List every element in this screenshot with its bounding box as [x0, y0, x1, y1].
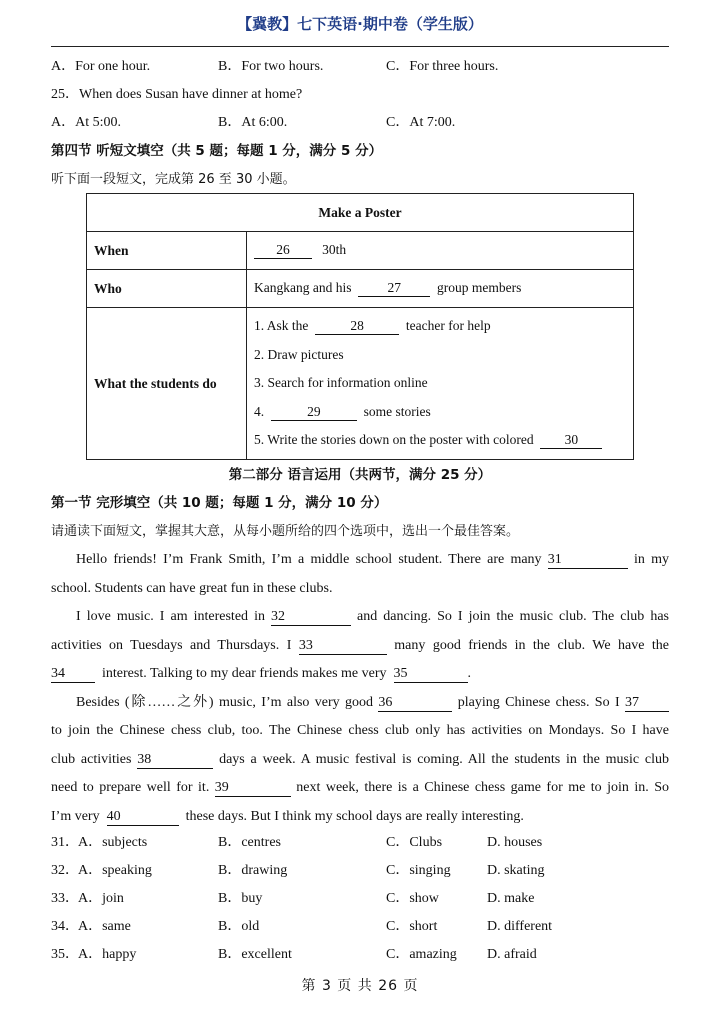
blank-35[interactable]: 35: [394, 666, 468, 683]
blank-37[interactable]: 37: [625, 695, 669, 712]
choice-a[interactable]: A．subjects: [78, 835, 148, 850]
blank-33[interactable]: 33: [299, 638, 387, 655]
q25-question: 25．When does Susan have dinner at home?: [51, 87, 303, 102]
choice-c[interactable]: C．singing: [386, 863, 451, 878]
poster-who-after: group members: [436, 280, 522, 295]
poster-item-2: 2. Draw pictures: [254, 346, 344, 362]
passage-line: Besides (除……之外) music, I’m also very good 36 playing Chinese chess. So I 37: [51, 694, 669, 723]
choice-b[interactable]: B．drawing: [218, 863, 288, 878]
passage-line: I’m very 40 these days. But I think my school days are really interesting.: [51, 808, 524, 824]
part2-instruction: 请通读下面短文，掌握其大意，从每小题所给的四个选项中，选出一个最佳答案。: [51, 524, 520, 539]
poster-item-3: 3. Search for information online: [254, 375, 428, 391]
poster-when-after: 30th: [322, 242, 347, 257]
choice-a[interactable]: A．same: [78, 919, 131, 934]
choice-d[interactable]: D. houses: [487, 835, 543, 850]
blank-34[interactable]: 34: [51, 666, 95, 683]
choice-a[interactable]: A．speaking: [78, 863, 152, 878]
choice-a[interactable]: A．join: [78, 891, 124, 906]
q24-option-a: A．For one hour.: [51, 59, 151, 74]
blank-32[interactable]: 32: [271, 609, 351, 626]
blank-36[interactable]: 36: [378, 695, 452, 712]
q25-option-b: B．At 6:00.: [218, 115, 288, 130]
poster-who-cell: [247, 270, 634, 308]
passage-line: to join the Chinese chess club, too. The Chinese chess club only has activities on Mondays. So I have: [51, 723, 669, 738]
poster-item-5: 5. Write the stories down on the poster with colored 30: [254, 426, 626, 455]
q25-option-a: A．At 5:00.: [51, 115, 121, 130]
blank-31[interactable]: 31: [548, 552, 628, 569]
choice-c[interactable]: C．short: [386, 919, 438, 934]
header-title: 【冀教】七下英语·期中卷（学生版）: [237, 15, 483, 33]
cloze-passage: [51, 551, 669, 836]
choice-d[interactable]: D. skating: [487, 863, 545, 878]
choice-a[interactable]: A．happy: [78, 947, 137, 962]
blank-40[interactable]: 40: [107, 809, 179, 826]
poster-table: [86, 193, 634, 460]
passage-line: need to prepare well for it. 39 next week, there is a Chinese chess game for me to join in. So: [51, 780, 669, 795]
q25-option-c: C．At 7:00.: [386, 115, 456, 130]
poster-what-label: What the students do: [87, 308, 247, 460]
passage-line: Hello friends! I’m Frank Smith, I’m a middle school student. There are many 31 in my: [76, 552, 670, 567]
blank-38[interactable]: 38: [137, 752, 213, 769]
poster-item-4: 4. 29 some stories: [254, 403, 431, 419]
choice-b[interactable]: B．excellent: [218, 947, 292, 962]
choice-b[interactable]: B．old: [218, 919, 260, 934]
choice-c[interactable]: C．show: [386, 891, 439, 906]
part2-title: 第二部分 语言运用（共两节，满分 25 分）: [228, 467, 492, 483]
choice-d[interactable]: D. make: [487, 891, 535, 906]
exam-page: 【冀教】七下英语·期中卷（学生版） A．For one hour. B．For two hours. C．For three hours. 25．When does Susan have dinner at home? A．At 5:00. B．At 6:00. C．At 7:00. 第四节 听短文填空（共 5 题；每题 1 分，满分 5 分） 听下面一段短文，完成第 26 至 30 小题。 Make a Poster When 26 30th Who Kangkang and his 27 group members What the students do 1. Ask the 28 teacher for help 2. Draw pictures 3. Search for information online 4. 29 some stories 5. Write the stories down on the poster with colored 30 第二部分 语言运用（共两节，满分 25 分） 第一节 完形填空（共 10 题；每题 1 分，满分 10 分） 请通读下面短文，掌握其大意，从每小题所给的四个选项中，选出一个最佳答案。 Hello friends! I’m Frank Smith, I’m a middle school student. There are many 31 in my school. Students can have great fun in these clubs. I love music. I am interested in 32 and dancing. So I join the music club. The club has activities on Tuesdays and Thursdays. I 33 many good friends in the club. We have the 34 interest. Talking to my dear friends makes me very 35 . Besides (除……之外) music, I’m also very good 36 playing Chinese chess. So I 37 to join the Chinese chess club, too. The Chinese chess club only has activities on Mondays. So I have club activities 38 days a week. A music festival is coming. All the students in the music club need to prepare well for it. 39 next week, there is a Chinese chess game for me to join in. So I’m very 40 these days. But I think my school days are really interesting. 31． A．subjects B．centres C．Clubs D. houses 32． A．speaking B．drawing C．singing D. skating 33． A．join B．buy C．show D. make 34． A．same B．old C．short D. different 35． A．happy B．excellent C．amazing D. afraid 第 3 页 共 26 页: [0, 0, 720, 1018]
q24-option-c: C．For three hours.: [386, 59, 499, 74]
blank-29[interactable]: 29: [271, 404, 357, 421]
section4-instruction: 听下面一段短文，完成第 26 至 30 小题。: [51, 172, 296, 187]
poster-who-before: Kangkang and his: [254, 280, 352, 295]
blank-28[interactable]: 28: [315, 318, 399, 335]
blank-27[interactable]: 27: [358, 280, 430, 297]
choice-c[interactable]: C．amazing: [386, 947, 457, 962]
choice-d[interactable]: D. afraid: [487, 947, 537, 962]
poster-when-label: When: [87, 232, 247, 270]
blank-39[interactable]: 39: [215, 780, 291, 797]
header-divider: [51, 46, 669, 47]
choice-b[interactable]: B．buy: [218, 891, 263, 906]
poster-title: Make a Poster: [87, 194, 634, 232]
section4-title: 第四节 听短文填空（共 5 题；每题 1 分，满分 5 分）: [51, 143, 383, 159]
choice-b[interactable]: B．centres: [218, 835, 281, 850]
passage-line: 34 interest. Talking to my dear friends makes me very 35 .: [51, 666, 472, 681]
page-number: 第 3 页 共 26 页: [301, 978, 419, 994]
blank-30[interactable]: 30: [540, 432, 602, 449]
passage-line: activities on Tuesdays and Thursdays. I 33 many good friends in the club. We have the: [51, 637, 670, 653]
q24-option-b: B．For two hours.: [218, 59, 324, 74]
choice-c[interactable]: C．Clubs: [386, 835, 443, 850]
poster-when-cell: [247, 232, 634, 270]
choice-d[interactable]: D. different: [487, 919, 553, 934]
poster-item-1: 1. Ask the 28 teacher for help: [254, 318, 491, 334]
part2-section1-title: 第一节 完形填空（共 10 题；每题 1 分，满分 10 分）: [51, 495, 388, 511]
blank-26[interactable]: 26: [254, 242, 312, 259]
passage-line: school. Students can have great fun in these clubs.: [51, 580, 333, 596]
poster-who-label: Who: [87, 270, 247, 308]
poster-what-cell: [247, 308, 634, 460]
passage-line: I love music. I am interested in 32 and dancing. So I join the music club. The club has: [76, 609, 670, 624]
passage-line: club activities 38 days a week. A music festival is coming. All the students in the music club: [51, 751, 669, 767]
